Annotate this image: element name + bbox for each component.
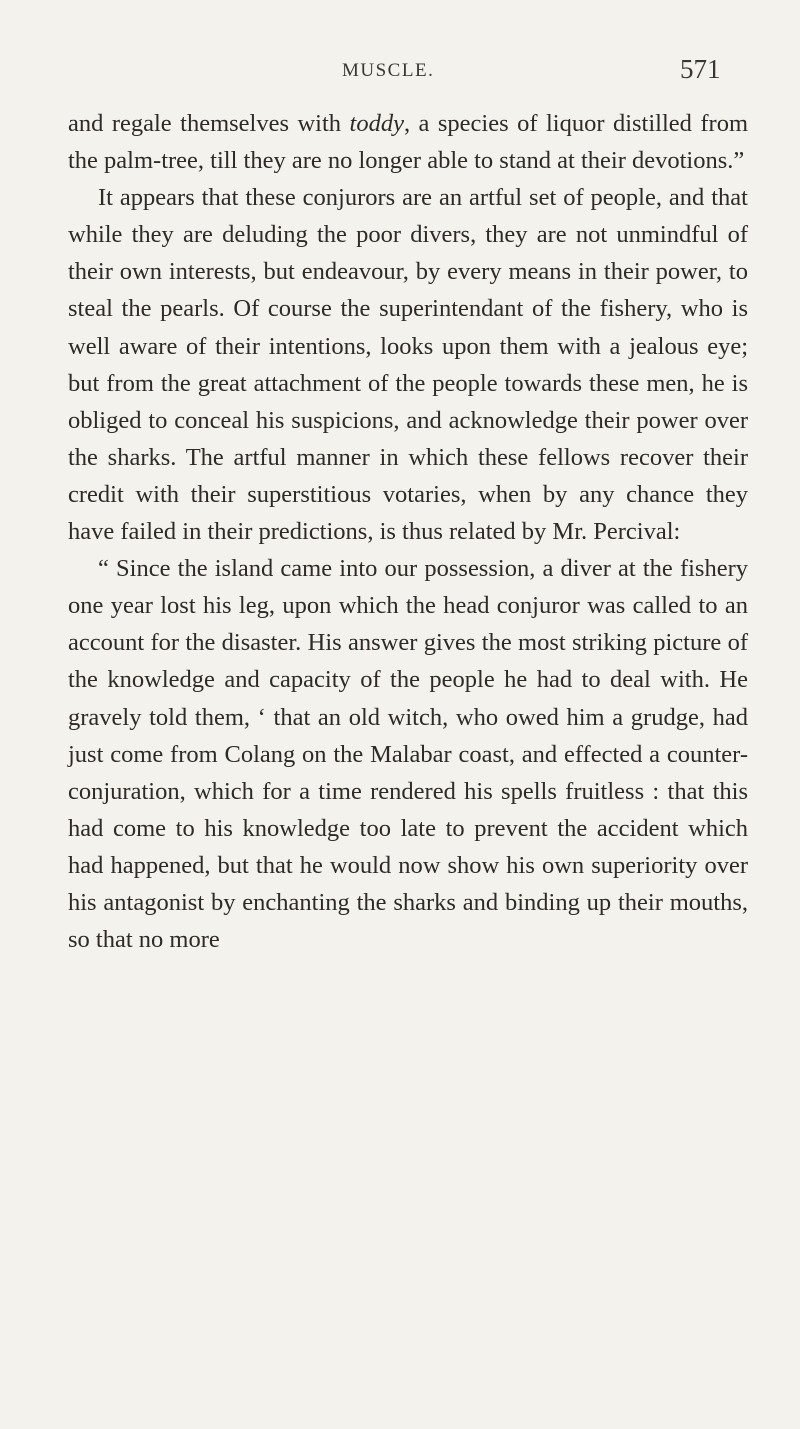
- paragraph-conjurors: It appears that these conjurors are an artful set of people, and that while they are deluding the poor divers, they are not unmindful of their own interests, but endeavour, by every means in their power, to steal the pearls. Of course the superintendant of the fishery, who is well aware of their intentions, looks upon them with a jealous eye; but from the great attachment of the people towards these men, he is obliged to conceal his suspicions, and acknowledge their power over the sharks. The artful manner in which these fellows recover their credit with their superstitious votaries, when by any chance they have failed in their predictions, is thus related by Mr. Percival:: [68, 184, 748, 546]
- italic-term: toddy: [349, 110, 404, 137]
- paragraph-text-before: and regale themselves with: [68, 110, 350, 137]
- paragraph-text-after: , a species of liquor distilled from the palm-tree, till they are no longer able to stand at their devotions.”: [68, 110, 749, 175]
- running-title: MUSCLE.: [342, 60, 435, 81]
- page-number: 571: [680, 54, 721, 84]
- paragraph-continuation: [68, 105, 748, 179]
- body-text: [68, 105, 748, 958]
- paragraph-quotation: “ Since the island came into our possession, a diver at the fishery one year lost his leg, upon which the head conjuror was called to an account for the disaster. His answer gives the most striking picture of the knowledge and capacity of the people he had to deal with. He gravely told them, ‘ that an old witch, who owed him a grudge, had just come from Colang on the Malabar coast, and effected a counter-conjuration, which for a time rendered his spells fruitless : that this had come to his knowledge too late to prevent the accident which had happened, but that he would now show his own superiority over his antagonist by enchanting the sharks and binding up their mouths, so that no more: [68, 555, 748, 954]
- running-head: [0, 54, 800, 90]
